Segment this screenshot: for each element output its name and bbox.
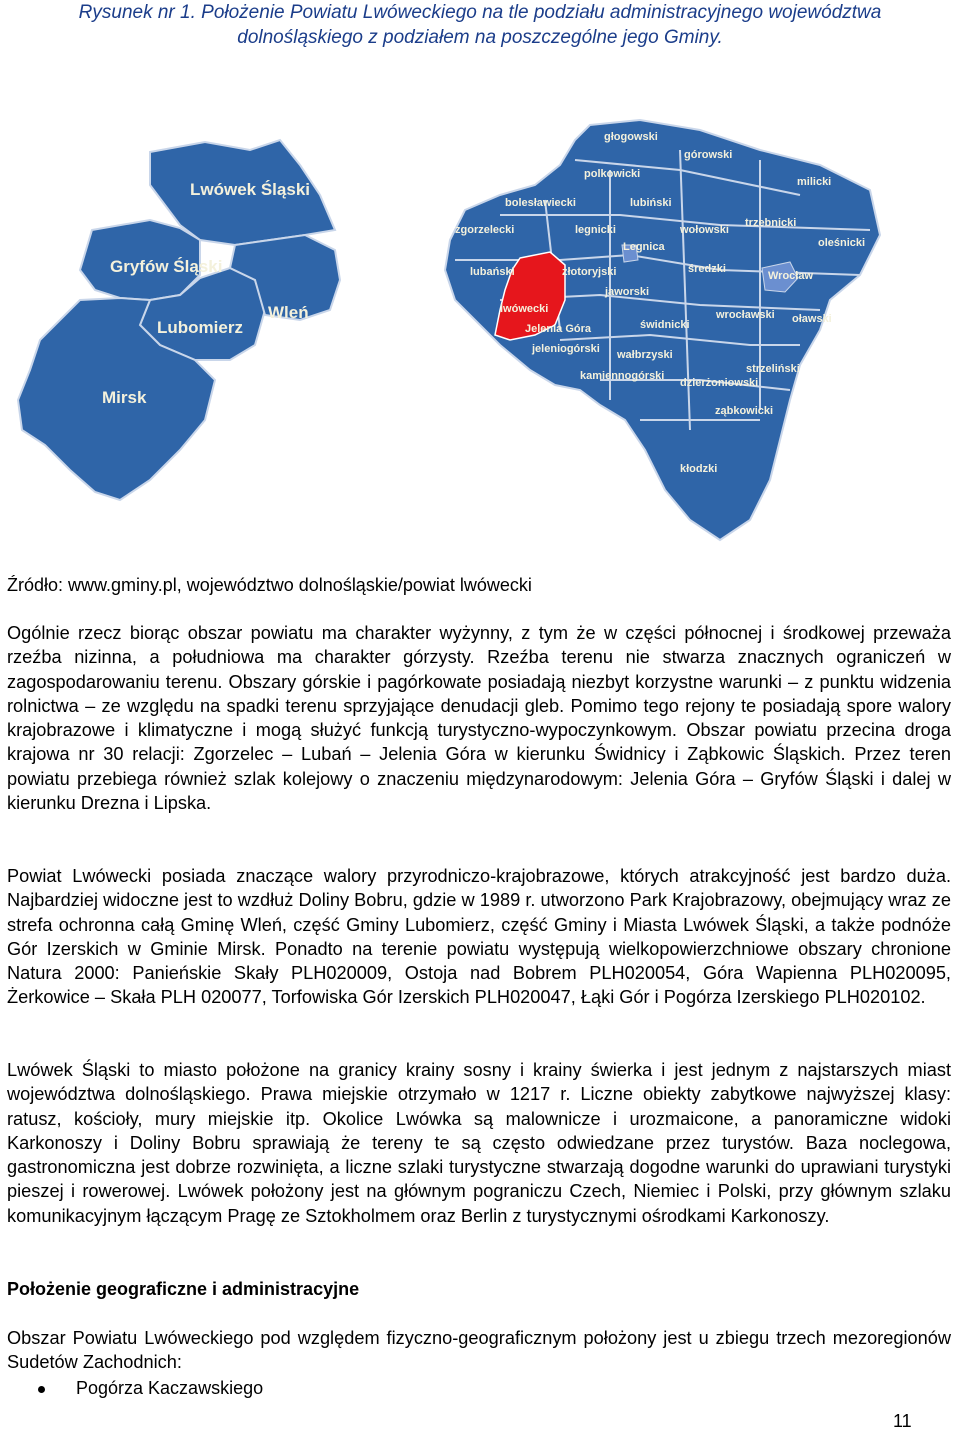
map-label-mirsk: Mirsk [102, 388, 147, 407]
map-label-swidnicki: świdnicki [640, 319, 690, 331]
map-label-olawski: oławski [792, 313, 832, 325]
map-label-legnicki: legnicki [575, 224, 616, 236]
map-label-boleslawiecki: bolesławiecki [505, 197, 576, 209]
map-label-polkowicki: polkowicki [584, 168, 641, 180]
list-item-text: Pogórza Kaczawskiego [76, 1378, 264, 1398]
map-label-legnica: Legnica [623, 241, 665, 253]
figure-source: Źródło: www.gminy.pl, województwo dolnośląskie/powiat lwówecki [7, 575, 532, 595]
map-label-lubinski: lubiński [630, 197, 672, 209]
map-label-jeleniogorski: jeleniogórski [532, 343, 600, 355]
page-number: 11 [893, 1411, 912, 1431]
map-label-gryfow-slaski: Gryfów Śląski [110, 257, 223, 276]
section-heading: Położenie geograficzne i administracyjne [7, 1279, 360, 1299]
paragraph-relief: Ogólnie rzecz biorąc obszar powiatu ma charakter wyżynny, z tym że w części północnej i środkowej przeważa rzeźba nizinna, a południowa ma charakter górzysty. Rzeźba terenu nie stwarza znacznych ograniczeń w zagospodarowaniu terenu. Obszary górskie i pagórkowate posiadają niezbyt korzystne warunki – z punktu widzenia rolnictwa – ze względu na spadki terenu sprzyjające denudacji gleb. Pomimo tego rejony te posiadają spore walory krajobrazowe i klimatyczne i mogą służyć funkcją turystyczno-wypoczynkowym. Obszar powiatu przecina droga krajowa nr 30 relacji: Zgorzelec – Lubań – Jelenia Góra w kierunku Świdnicy i Ząbkowic Śląskich. Przez teren powiatu przebiega również szlak kolejowy o znaczeniu międzynarodowym: Jelenia Góra – Gryfów Śląski i dalej w kierunku Drezna i Lipska. [7, 623, 951, 814]
bullet-icon [38, 1386, 45, 1393]
map-label-sredzki: średzki [688, 263, 726, 275]
map-label-wlen: Wleń [268, 303, 309, 322]
map-label-zlotoryjski: złotoryjski [562, 266, 617, 278]
map-label-gorowski: górowski [684, 149, 733, 161]
map-label-walbrzyski: wałbrzyski [617, 349, 673, 361]
map-label-jelenia-gora: Jelenia Góra [525, 323, 592, 335]
map-label-zgorzelecki: zgorzelecki [455, 224, 515, 236]
map-left [18, 140, 340, 500]
map-label-lwowek-slaski: Lwówek Śląski [190, 180, 310, 199]
map-label-lwowecki: lwówecki [500, 303, 549, 315]
map-label-klodzki: kłodzki [680, 463, 718, 475]
map-label-lubomierz: Lubomierz [157, 318, 243, 337]
list-item [7, 1376, 263, 1400]
map-label-wolowski: wołowski [680, 224, 729, 236]
map-label-lubanski: lubański [470, 266, 515, 278]
map-label-wroclawski: wrocławski [716, 309, 775, 321]
map-label-kamiennogorski: kamiennogórski [580, 370, 665, 382]
paragraph-lwowek: Lwówek Śląski to miasto położone na granicy krainy sosny i krainy świerka i jest jednym z najstarszych miast województwa dolnośląskiego. Prawa miejskie otrzymało w 1217 r. Liczne obiekty zabytkowe najwyższej klasy: ratusz, kościoły, mury miejskie itp. Okolice Lwówka są malownicze i urozmaicone, a panoramiczne widoki Karkonoszy i Doliny Bobru sprawiają że tereny te są często odwiedzane przez turystów. Baza noclegowa, gastronomiczna jest dobrze rozwinięta, a liczne szlaki turystyczne stwarzają dogodne warunki do uprawiani turystyki pieszej i rowerowej. Lwówek położony jest na głównym pograniczu Czech, Niemiec i Polski, przy głównym szlaku komunikacyjnym łączącym Pragę ze Sztokholmem oraz Berlin z turystycznymi ośrodkami Karkonoszy. [7, 1060, 951, 1226]
map-label-olesnicki: oleśnicki [818, 237, 866, 249]
caption-line-1: Rysunek nr 1. Położenie Powiatu Lwóweckiego na tle podziału administracyjnego województwa [78, 2, 882, 23]
map-label-dzierzoniowski: dzierżoniowski [680, 377, 759, 389]
map-right [445, 120, 880, 540]
map-label-wroclaw: Wrocław [768, 270, 814, 282]
figure-map [0, 100, 960, 550]
map-label-zabkowicki: ząbkowicki [715, 405, 774, 417]
map-label-glogowski: głogowski [604, 131, 658, 143]
map-label-strzelinski: strzeliński [746, 363, 800, 375]
paragraph-location: Obszar Powiatu Lwóweckiego pod względem fizyczno-geograficznym położony jest u zbiegu trzech mezoregionów Sudetów Zachodnich: [7, 1328, 951, 1373]
paragraph-nature: Powiat Lwówecki posiada znaczące walory przyrodniczo-krajobrazowe, których atrakcyjność jest bardzo duża. Najbardziej widoczne jest to wzdłuż Doliny Bobru, gdzie w 1989 r. utworzono Park Krajobrazowy, obejmujący wraz ze strefa ochronna całą Gminę Wleń, część Gminy Lubomierz, część Gminy i Miasta Lwówek Śląski, a także podnóże Gór Izerskich w Gminie Mirsk. Ponadto na terenie powiatu występują wielkopowierzchniowe obszary chronione Natura 2000: Panieńskie Skały PLH020009, Ostoja nad Bobrem PLH020054, Góra Wapienna PLH020095, Żerkowice – Skała PLH 020077, Torfowiska Gór Izerskich PLH020047, Łąki Gór i Pogórza Izerskiego PLH020102. [7, 866, 951, 1008]
map-label-jaworski: jaworski [605, 286, 650, 298]
caption-line-2: dolnośląskiego z podziałem na poszczególne jego Gminy. [237, 27, 723, 48]
figure-caption [0, 0, 960, 50]
map-label-milicki: milicki [797, 176, 832, 188]
map-label-trzebnicki: trzebnicki [745, 217, 797, 229]
